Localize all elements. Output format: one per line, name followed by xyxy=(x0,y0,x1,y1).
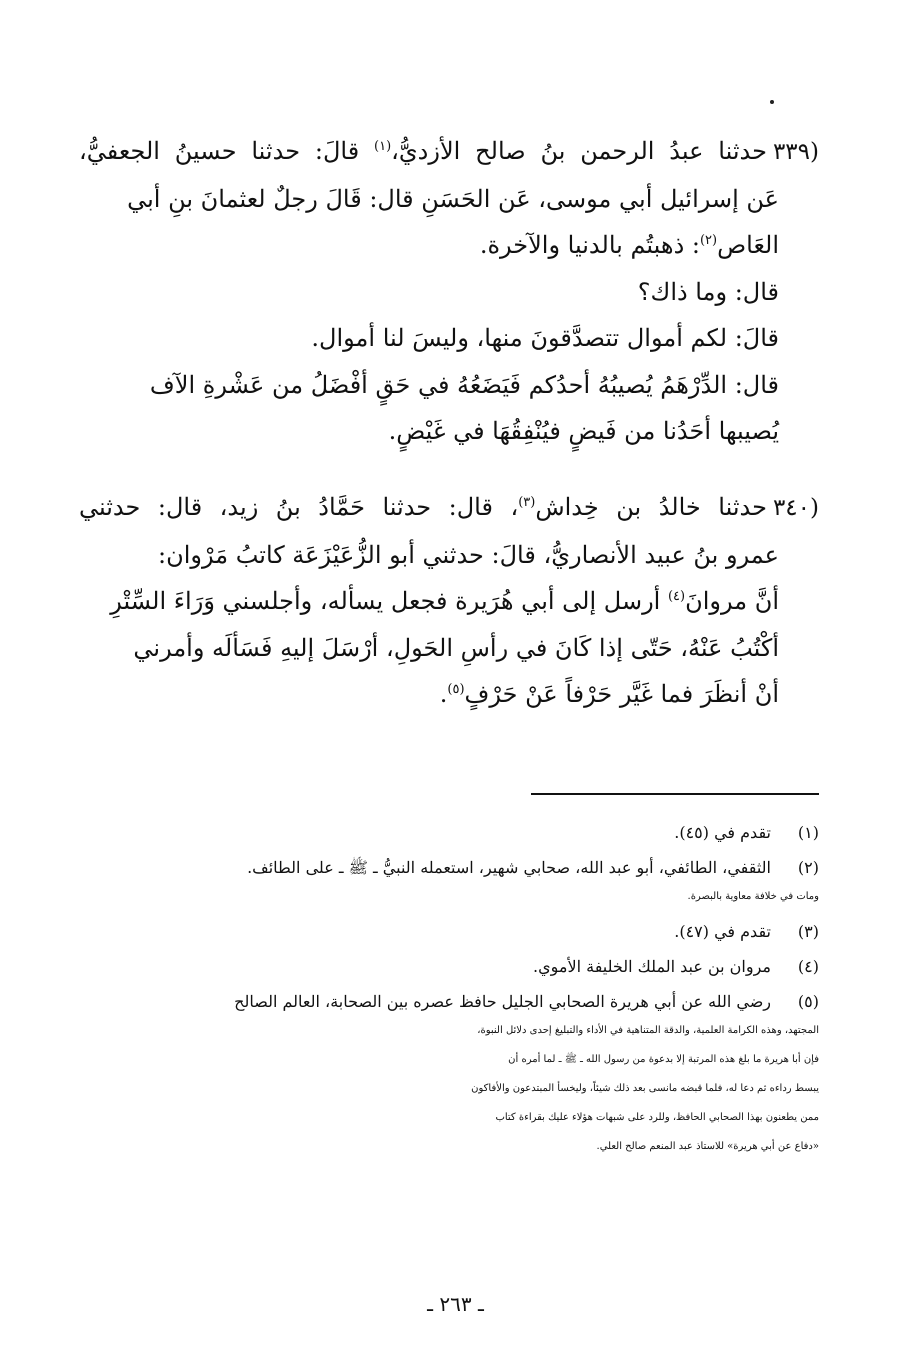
hadith-line: يُصيبها أحَدُنا من فَيضٍ فيُنْفِقُهَا في غَيْضٍ. xyxy=(388,417,779,445)
hadith-line: قال: الدِّرْهَمُ يُصيبُهُ أحدُكم فَيَضَعُهُ في حَقٍ أفْضَلُ من عَشْرةِ الآف xyxy=(149,370,779,399)
footnote-text: يبسط رداءه ثم دعا له، فلما قبضه مانسى بعد ذلك شيئاً، وليخسأ المبتدعون والأفاكون xyxy=(471,1083,819,1094)
footnote-ref: (١) xyxy=(374,139,392,154)
footnote-text: رضي الله عن أبي هريرة الصحابي الجليل حافظ عصره بين الصحابة، العالم الصالح xyxy=(234,992,771,1011)
footnote-text: الثقفي، الطائفي، أبو عبد الله، صحابي شهير، استعمله النبيُّ ـ ﷺ ـ على الطائف. xyxy=(247,858,771,877)
hadith-line: العَاص$^{(٢)}$: ذهبتُم بالدنيا والآخرة. xyxy=(479,231,779,259)
footnote-5 xyxy=(93,987,819,1161)
page-number: ـ ٢٦٣ ـ xyxy=(427,1292,484,1316)
footnote-text: ومات في خلافة معاوية بالبصرة. xyxy=(687,891,819,902)
footnote-number: (١) xyxy=(797,823,819,842)
hadith-line: عمرو بنُ عبيد الأنصاريُّ، قالَ: حدثني أبو الزُّعَيْزَعَة كاتبُ مَرْوان: xyxy=(158,540,779,569)
hadith-number: (٣٤٠ xyxy=(772,495,819,521)
footnote-4 xyxy=(93,952,819,981)
hadith-line: (٣٣٩حدثنا عبدُ الرحمن بنُ صالح الأزديُّ،$^{(١)}$ قالَ: حدثنا حسينُ الجعفيُّ، xyxy=(79,137,819,165)
footnote-text: فإن أبا هريرة ما بلغ هذه المرتبة إلا بدعوة من رسول الله ـ ﷺ ـ لما أمره أن xyxy=(508,1054,819,1065)
hadith-339 xyxy=(79,128,819,455)
footnote-number: (٥) xyxy=(797,992,819,1011)
footnote-number: (٢) xyxy=(797,858,819,877)
footnote-number: (٣) xyxy=(797,922,819,941)
footnote-ref: (٥) xyxy=(447,682,465,697)
footnotes xyxy=(93,818,819,1167)
footnote-1 xyxy=(93,818,819,847)
footnote-3 xyxy=(93,917,819,946)
footnote-ref: (٢) xyxy=(699,233,718,248)
footnote-text: تقدم في (٤٥). xyxy=(674,823,771,842)
hadith-340 xyxy=(79,484,819,718)
hadith-line: أنْ أنظَرَ فما غَيَّر حَرْفاً عَنْ حَرْفٍ$^{(٥)}$. xyxy=(439,680,779,708)
hadith-line: أكْتُبُ عَنْهُ، حَتّى إذا كَانَ في رأسِ الحَولِ، أرْسَلَ إليهِ فَسَألَه وأمرني xyxy=(133,633,779,662)
hadith-line: (٣٤٠حدثنا خالدُ بن خِداش$^{(٣)}$، قال: حدثنا حَمَّادُ بنُ زيد، قال: حدثني xyxy=(79,493,819,521)
footnote-ref: (٣) xyxy=(518,495,536,510)
footnote-divider xyxy=(531,793,819,795)
footnote-text: تقدم في (٤٧). xyxy=(674,922,771,941)
hadith-number: (٣٣٩ xyxy=(772,139,819,165)
footnote-ref: (٤) xyxy=(667,589,686,604)
hadith-line: قالَ: لكم أموال تتصدَّقونَ منها، وليسَ لنا أموال. xyxy=(311,324,779,352)
ink-speck xyxy=(770,100,774,104)
footnote-text: المجتهد، وهذه الكرامة العلمية، والدقة المتناهية في الأداء والتبليغ إحدى دلائل النبوة، xyxy=(477,1025,819,1036)
footnote-number: (٤) xyxy=(797,957,819,976)
hadith-line: أنَّ مروانَ$^{(٤)}$ أرسل إلى أبي هُرَيرة فجعل يسأله، وأجلسني وَرَاءَ السِّتْرِ xyxy=(110,587,779,615)
footnote-text: ممن يطعنون بهذا الصحابي الحافظ، وللرد على شبهات هؤلاء عليك بقراءة كتاب xyxy=(495,1112,819,1123)
hadith-line: عَن إسرائيل أبي موسى، عَن الحَسَنِ قال: قَالَ رجلٌ لعثمانَ بنِ أبي xyxy=(127,184,779,213)
footnote-text: مروان بن عبد الملك الخليفة الأموي. xyxy=(533,957,771,976)
footnote-2 xyxy=(93,853,819,911)
hadith-line: قال: وما ذاك؟ xyxy=(637,277,779,306)
footnote-text: «دفاع عن أبي هريرة» للاستاذ عبد المنعم صالح العلي. xyxy=(596,1141,819,1152)
